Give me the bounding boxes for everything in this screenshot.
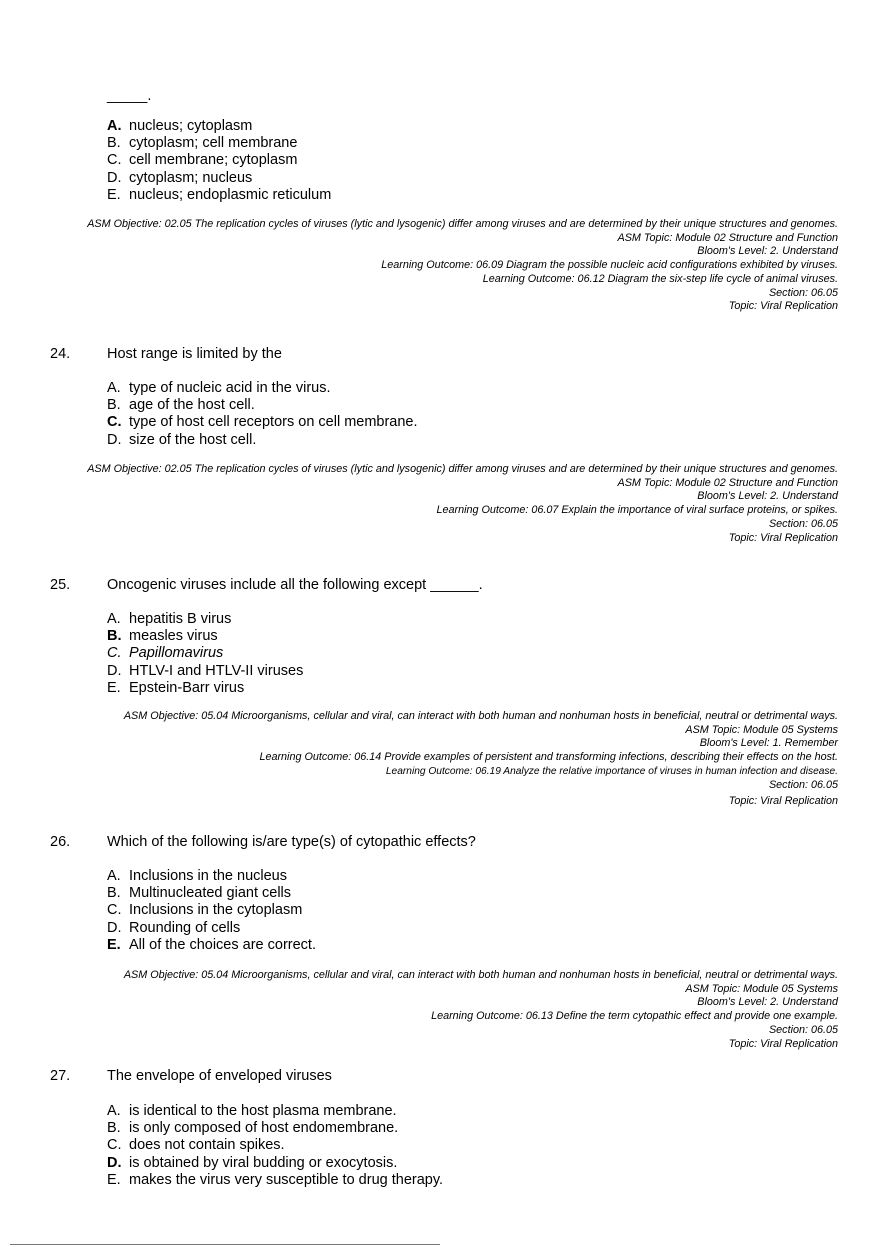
q25-metadata [38, 710, 838, 809]
choice [107, 432, 418, 449]
topic: Topic: Viral Replication [728, 795, 838, 808]
choice [107, 628, 303, 645]
choice-text: cytoplasm; cell membrane [129, 135, 298, 152]
choice [107, 380, 418, 397]
choice-text: makes the virus very susceptible to drug therapy. [129, 1171, 444, 1188]
choice [107, 902, 316, 919]
choice-letter: C. [107, 902, 122, 919]
choice-letter: B. [107, 397, 121, 414]
choice-text: Epstein-Barr virus [129, 679, 245, 696]
choice-letter: E. [107, 679, 121, 696]
choice [107, 187, 331, 204]
choice-text: Rounding of cells [129, 919, 241, 936]
asm-topic: ASM Topic: Module 05 Systems [685, 723, 838, 736]
asm-objective: ASM Objective: 05.04 Microorganisms, cellular and viral, can interact with both human and nonhuman hosts in beneficial, neutral or detrimental ways. [123, 710, 838, 722]
q24-metadata [58, 463, 838, 545]
choice-letter: C. [107, 152, 122, 169]
topic: Topic: Viral Replication [728, 1037, 838, 1050]
choice-text: does not contain spikes. [129, 1137, 285, 1154]
learning-outcome: Learning Outcome: 06.12 Diagram the six-step life cycle of animal viruses. [482, 272, 838, 285]
choice [107, 937, 316, 954]
learning-outcome: Learning Outcome: 06.13 Define the term cytopathic effect and provide one example. [431, 1010, 838, 1023]
choice-text: hepatitis B virus [129, 611, 232, 627]
choice-text: Inclusions in the nucleus [129, 868, 287, 884]
choice-letter: E. [107, 936, 121, 953]
choice-letter: A. [107, 611, 121, 627]
blooms-level: Bloom's Level: 2. Understand [697, 490, 838, 503]
question-text: Which of the following is/are type(s) of cytopathic effects? [107, 834, 476, 850]
question-number: 26. [50, 834, 71, 850]
learning-outcome: Learning Outcome: 06.09 Diagram the possible nucleic acid configurations exhibited by viruses. [381, 259, 838, 272]
q25-choices [107, 611, 303, 697]
choice [107, 414, 418, 431]
footer-divider [10, 1244, 440, 1245]
choice-text: nucleus; endoplasmic reticulum [129, 186, 332, 203]
choice [107, 1172, 443, 1189]
q24-choices [107, 380, 418, 449]
choice-text: size of the host cell. [129, 431, 257, 448]
topic: Topic: Viral Replication [728, 531, 838, 544]
choice-text: nucleus; cytoplasm [129, 118, 253, 134]
choice-letter: D. [107, 431, 122, 448]
choice-letter: B. [107, 135, 121, 152]
choice-letter: A. [107, 380, 121, 396]
choice-letter: B. [107, 1120, 121, 1137]
asm-topic: ASM Topic: Module 02 Structure and Function [617, 231, 838, 244]
section: Section: 06.05 [768, 286, 838, 299]
choice [107, 645, 303, 662]
blooms-level: Bloom's Level: 1. Remember [699, 737, 838, 750]
choice-letter: C. [107, 645, 122, 662]
q26-metadata [38, 969, 838, 1051]
choice-text: All of the choices are correct. [129, 936, 316, 953]
q26-choices [107, 868, 316, 954]
choice-text: cell membrane; cytoplasm [129, 152, 298, 169]
choice [107, 611, 303, 628]
choice-letter: A. [107, 868, 121, 884]
choice [107, 1155, 443, 1172]
choice-text: Inclusions in the cytoplasm [129, 902, 303, 919]
choice-text: HTLV-I and HTLV-II viruses [129, 662, 304, 679]
choice [107, 1120, 443, 1137]
learning-outcome: Learning Outcome: 06.07 Explain the importance of viral surface proteins, or spikes. [436, 504, 838, 517]
choice [107, 397, 418, 414]
choice-text: age of the host cell. [129, 397, 255, 414]
choice-text: type of host cell receptors on cell membrane. [129, 414, 418, 431]
choice-text: Papillomavirus [129, 645, 224, 662]
question-number: 27. [50, 1068, 71, 1084]
choice [107, 885, 316, 902]
choice [107, 920, 316, 937]
section: Section: 06.05 [768, 1023, 838, 1036]
choice-text: type of nucleic acid in the virus. [129, 380, 331, 396]
topic: Topic: Viral Replication [728, 300, 838, 313]
choice-text: measles virus [129, 628, 218, 645]
choice [107, 152, 331, 169]
asm-topic: ASM Topic: Module 02 Structure and Function [617, 476, 838, 489]
asm-objective: ASM Objective: 05.04 Microorganisms, cellular and viral, can interact with both human and nonhuman hosts in beneficial, neutral or detrimental ways. [123, 969, 838, 981]
choice-letter: D. [107, 662, 122, 679]
learning-outcome: Learning Outcome: 06.14 Provide examples of persistent and transforming infections, describing their effects on the host. [259, 751, 838, 764]
choice-letter: E. [107, 1171, 121, 1188]
q23-stem-tail: _____. [107, 88, 152, 104]
question-number: 24. [50, 346, 71, 362]
learning-outcome: Learning Outcome: 06.19 Analyze the relative importance of viruses in human infection and disease. [385, 765, 838, 777]
question-number: 25. [50, 577, 71, 593]
asm-objective: ASM Objective: 02.05 The replication cycles of viruses (lytic and lysogenic) differ among viruses and are determined by their unique structures and genomes. [87, 463, 838, 475]
section: Section: 06.05 [768, 517, 838, 530]
choice-text: Multinucleated giant cells [129, 885, 292, 902]
choice [107, 1137, 443, 1154]
choice-letter: B. [107, 628, 122, 645]
choice-letter: A. [107, 1103, 121, 1119]
choice [107, 170, 331, 187]
choice [107, 135, 331, 152]
asm-topic: ASM Topic: Module 05 Systems [685, 982, 838, 995]
choice [107, 118, 331, 135]
question-text: The envelope of enveloped viruses [107, 1068, 332, 1084]
choice-letter: B. [107, 885, 121, 902]
q23-metadata [58, 218, 838, 314]
q23-choices [107, 118, 331, 204]
choice-text: is identical to the host plasma membrane. [129, 1103, 397, 1119]
choice [107, 663, 303, 680]
choice-text: cytoplasm; nucleus [129, 169, 253, 186]
choice [107, 1103, 443, 1120]
choice-letter: D. [107, 1154, 122, 1171]
choice-letter: C. [107, 1137, 122, 1154]
choice-letter: A. [107, 118, 122, 134]
blooms-level: Bloom's Level: 2. Understand [697, 245, 838, 258]
question-text: Host range is limited by the [107, 346, 282, 362]
blooms-level: Bloom's Level: 2. Understand [697, 996, 838, 1009]
section: Section: 06.05 [768, 778, 838, 791]
choice-letter: D. [107, 169, 122, 186]
asm-objective: ASM Objective: 02.05 The replication cycles of viruses (lytic and lysogenic) differ among viruses and are determined by their unique structures and genomes. [87, 218, 838, 230]
choice-letter: E. [107, 186, 121, 203]
choice-letter: C. [107, 414, 122, 431]
q27-choices [107, 1103, 443, 1189]
choice [107, 868, 316, 885]
choice-text: is only composed of host endomembrane. [129, 1120, 399, 1137]
question-text: Oncogenic viruses include all the following except ______. [107, 577, 483, 593]
choice-letter: D. [107, 919, 122, 936]
choice-text: is obtained by viral budding or exocytosis. [129, 1154, 398, 1171]
choice [107, 680, 303, 697]
